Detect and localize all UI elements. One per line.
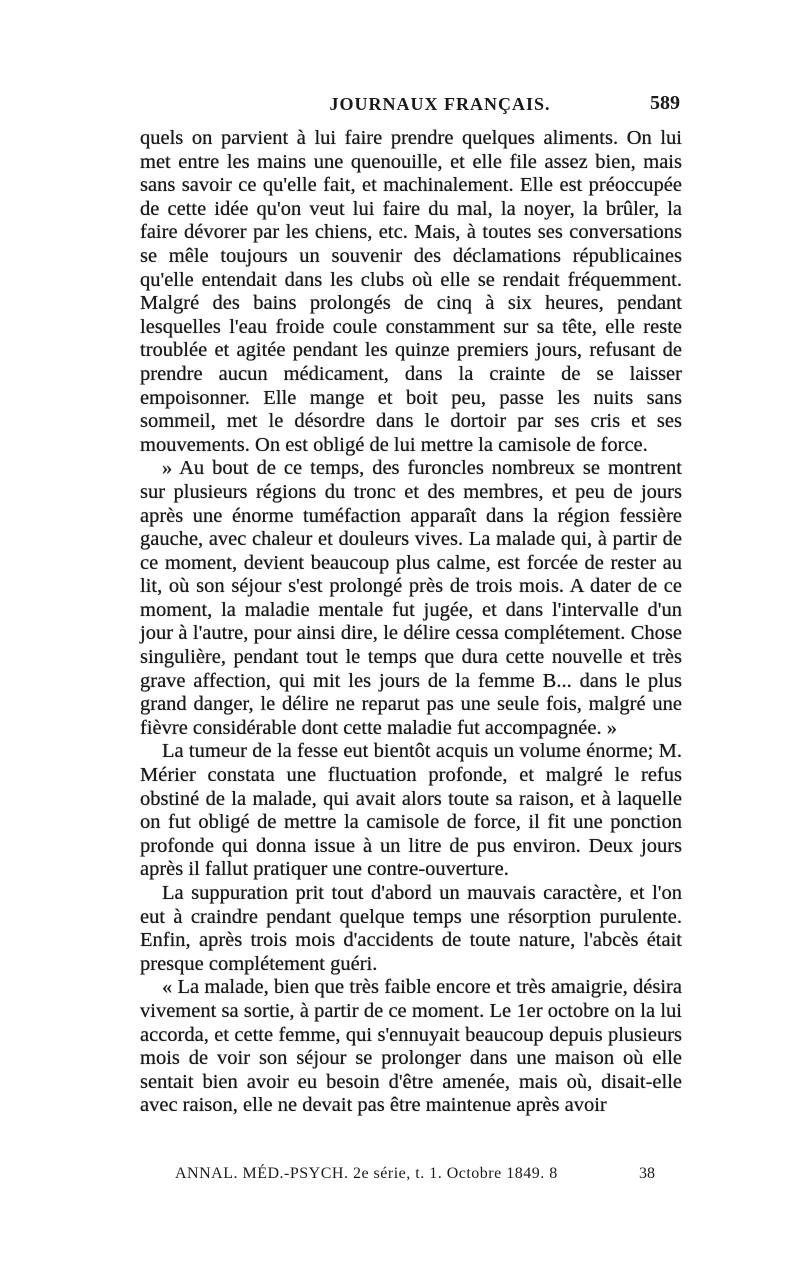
paragraph: « La malade, bien que très faible encore et très amaigrie, désira vivement sa sortie, à partir de ce moment. Le 1er octobre on la lui accorda, et cette femme, qui s'ennuyait beaucoup depuis plusieurs mois de voir son séjour se prolonger dans une maison où elle sentait bien avoir eu besoin d'être amenée, mais où, disait-elle avec raison, elle ne devait pas être maintenue après avoir <box>140 976 682 1117</box>
paragraph: quels on parvient à lui faire prendre quelques aliments. On lui met entre les mains une quenouille, et elle file assez bien, mais sans savoir ce qu'elle fait, et machinalement. Elle est préoccupée de cette idée qu'on veut lui faire du mal, la noyer, la brûler, la faire dévorer par les chiens, etc. Mais, à toutes ses conversations se mêle toujours un souvenir des déclamations républicaines qu'elle entendait dans les clubs où elle se rendait fréquemment. Malgré des bains prolongés de cinq à six heures, pendant lesquelles l'eau froide coule constamment sur sa tête, elle reste troublée et agitée pendant les quinze premiers jours, refusant de prendre aucun médicament, dans la crainte de se laisser empoisonner. Elle mange et boit peu, passe les nuits sans sommeil, met le désordre dans le dortoir par ses cris et ses mouvements. On est obligé de lui mettre la camisole de force. <box>140 127 682 456</box>
paragraph: » Au bout de ce temps, des furoncles nombreux se montrent sur plusieurs régions du tronc et des membres, et peu de jours après une énorme tuméfaction apparaît dans la région fessière gauche, avec chaleur et douleurs vives. La malade qui, à partir de ce moment, devient beaucoup plus calme, est forcée de rester au lit, où son séjour s'est prolongé près de trois mois. A dater de ce moment, la maladie mentale fut jugée, et dans l'intervalle d'un jour à l'autre, pour ainsi dire, le délire cessa complétement. Chose singulière, pendant tout le temps que dura cette nouvelle et très grave affection, qui mit les jours de la femme B... dans le plus grand danger, le délire ne reparut pas une seule fois, malgré une fièvre considérable dont cette maladie fut accompagnée. » <box>140 457 682 739</box>
paragraph: La tumeur de la fesse eut bientôt acquis un volume énorme; M. Mérier constata une fluctuation profonde, et malgré le refus obstiné de la malade, qui avait alors toute sa raison, et à laquelle on fut obligé de mettre la camisole de force, il fit une ponction profonde qui donna issue à un litre de pus environ. Deux jours après il fallut pratiquer une contre-ouverture. <box>140 740 682 881</box>
page-footer <box>175 1165 655 1189</box>
paragraph: La suppuration prit tout d'abord un mauvais caractère, et l'on eut à craindre pendant quelque temps une résorption purulente. Enfin, après trois mois d'accidents de toute nature, l'abcès était presque complétement guéri. <box>140 882 682 975</box>
running-head: JOURNAUX FRANÇAIS. <box>329 94 551 114</box>
page-number: 589 <box>650 92 680 114</box>
sheet-number: 38 <box>639 1165 655 1182</box>
body-text <box>140 127 682 1118</box>
page-header <box>200 90 680 120</box>
printer-signature: ANNAL. MÉD.-PSYCH. 2e série, t. 1. Octobre 1849. 8 <box>175 1165 558 1182</box>
